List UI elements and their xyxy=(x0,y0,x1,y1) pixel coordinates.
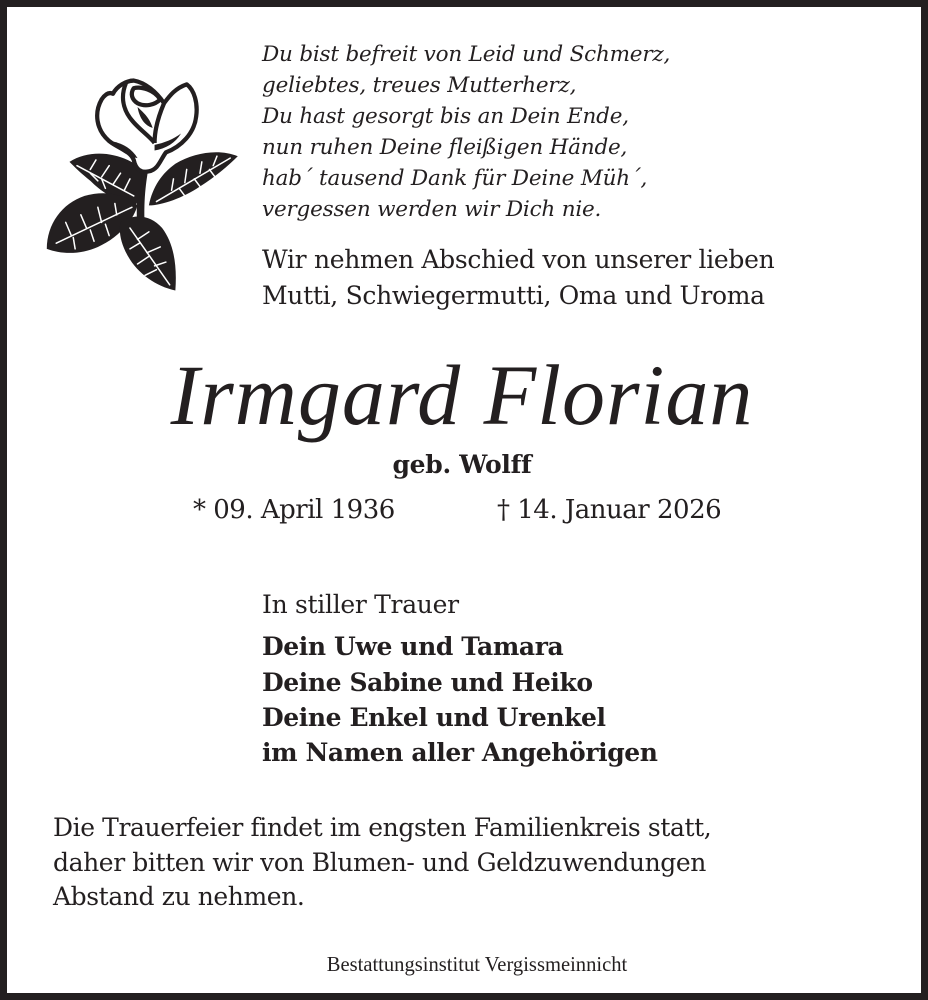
poem-line: geliebtes, treues Mutterherz, xyxy=(262,73,577,98)
mourner-line: Deine Enkel und Urenkel xyxy=(262,703,606,732)
poem-line: hab´ tausend Dank für Deine Müh´, xyxy=(262,166,648,191)
funeral-home: Bestattungsinstitut Vergissmeinnicht xyxy=(326,952,628,976)
mourner-line: Deine Sabine und Heiko xyxy=(262,668,593,697)
rose-icon xyxy=(43,51,251,303)
closing-line: daher bitten wir von Blumen- und Geldzuwendungen xyxy=(53,848,707,877)
mourner-line: Dein Uwe und Tamara xyxy=(262,632,564,661)
mourning-intro: In stiller Trauer xyxy=(262,590,459,619)
poem-line: Du bist befreit von Leid und Schmerz, xyxy=(262,42,671,67)
closing-line: Abstand zu nehmen. xyxy=(53,882,305,911)
maiden-name: geb. Wolff xyxy=(392,450,532,479)
poem-line: Du hast gesorgt bis an Dein Ende, xyxy=(262,104,629,129)
farewell-line: Wir nehmen Abschied von unserer lieben xyxy=(262,245,775,274)
poem-line: nun ruhen Deine fleißigen Hände, xyxy=(262,135,628,160)
death-date: † 14. Januar 2026 xyxy=(497,495,722,525)
birth-date: * 09. April 1936 xyxy=(193,495,395,525)
mourner-line: im Namen aller Angehörigen xyxy=(262,738,658,767)
deceased-name: Irmgard Florian xyxy=(170,347,754,443)
closing-line: Die Trauerfeier findet im engsten Familienkreis statt, xyxy=(53,813,712,842)
poem-line: vergessen werden wir Dich nie. xyxy=(262,197,602,222)
farewell-line: Mutti, Schwiegermutti, Oma und Uroma xyxy=(262,281,765,310)
